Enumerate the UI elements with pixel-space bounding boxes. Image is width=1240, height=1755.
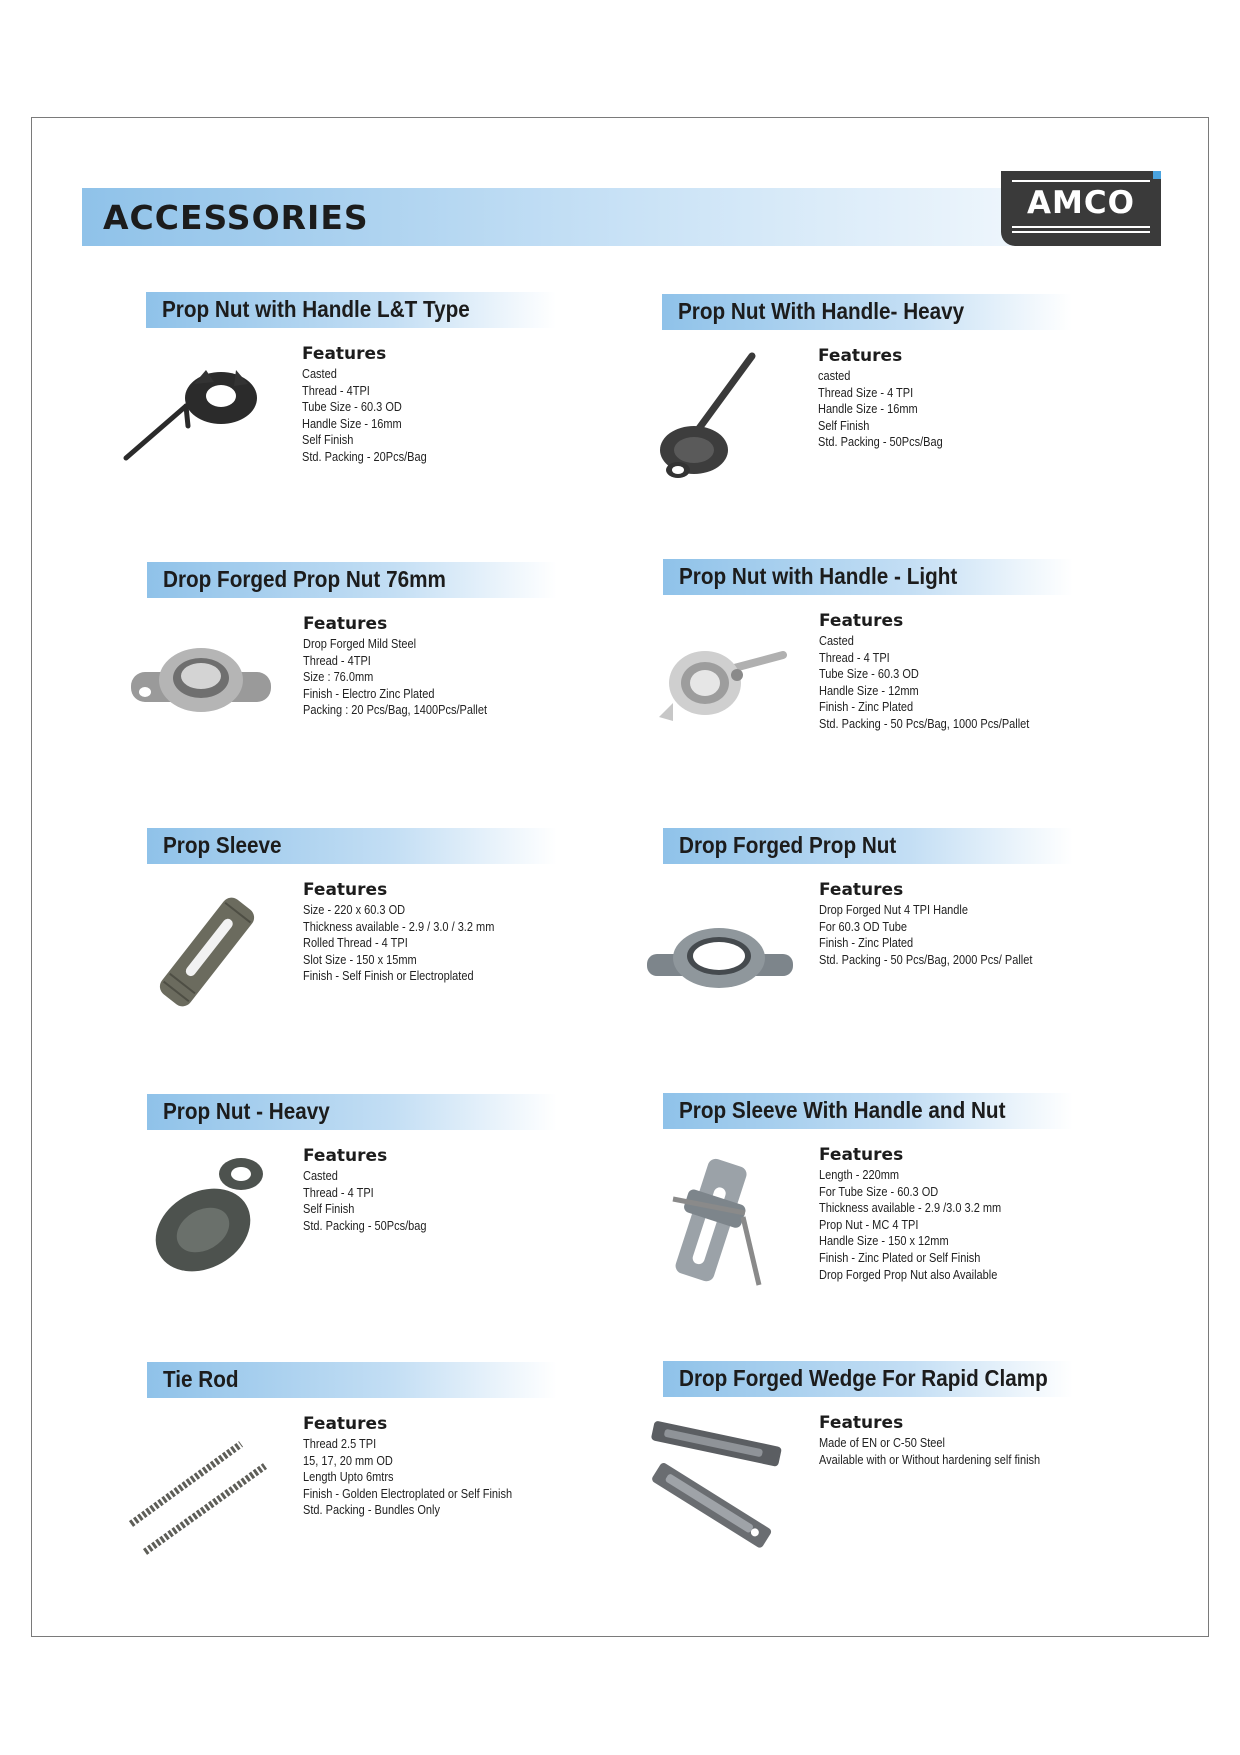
feature-item: Casted — [303, 1169, 338, 1183]
feature-item: Casted — [819, 634, 854, 648]
feature-item: Thread - 4 TPI — [303, 1185, 374, 1200]
features-list — [303, 1436, 541, 1519]
feature-item: Tube Size - 60.3 OD — [819, 667, 919, 682]
feature-item: Finish - Zinc Plated or Self Finish — [819, 1250, 981, 1265]
prop-sleeve-handle-nut-image — [633, 1137, 803, 1287]
feature-item: Finish - Self Finish or Electroplated — [303, 969, 474, 984]
features-heading: Features — [819, 1145, 904, 1165]
feature-item: For Tube Size - 60.3 OD — [819, 1184, 939, 1199]
feature-item: Self Finish — [302, 433, 354, 448]
feature-item: Thread 2.5 TPI — [303, 1437, 377, 1451]
prop-nut-heavy-handle-image — [632, 338, 802, 488]
logo-text: AMCO — [1027, 185, 1135, 221]
product-prop-sleeve-handle-nut — [663, 1093, 1123, 1323]
features-heading: Features — [819, 611, 904, 631]
product-prop-nut-light — [663, 559, 1123, 789]
feature-item: Std. Packing - 50Pcs/Bag — [818, 435, 943, 450]
product-prop-nut-lt — [146, 292, 606, 522]
feature-item: Length - 220mm — [819, 1168, 900, 1182]
product-title: Drop Forged Prop Nut — [679, 832, 897, 858]
product-prop-nut-heavy-handle — [662, 294, 1122, 524]
features-heading: Features — [302, 344, 387, 364]
product-prop-sleeve — [147, 828, 607, 1058]
feature-item: Std. Packing - 20Pcs/Bag — [302, 449, 427, 464]
feature-item: Length Upto 6mtrs — [303, 1470, 394, 1485]
product-title: Tie Rod — [163, 1366, 239, 1392]
features-heading: Features — [818, 346, 903, 366]
product-title: Drop Forged Wedge For Rapid Clamp — [679, 1365, 1048, 1391]
prop-sleeve-image — [117, 872, 287, 1022]
features-list — [303, 902, 520, 985]
feature-item: Std. Packing - 50 Pcs/Bag, 2000 Pcs/ Pallet — [819, 952, 1033, 967]
feature-item: Std. Packing - 50Pcs/bag — [303, 1218, 427, 1233]
feature-item: Self Finish — [818, 418, 870, 433]
drop-forged-wedge-image — [633, 1405, 803, 1555]
product-prop-nut-heavy — [147, 1094, 607, 1324]
product-drop-forged-wedge — [663, 1361, 1123, 1591]
feature-item: Thickness available - 2.9 /3.0 3.2 mm — [819, 1201, 1002, 1216]
feature-item: Handle Size - 150 x 12mm — [819, 1234, 949, 1249]
drop-forged-prop-nut-image — [633, 872, 803, 1022]
feature-item: Slot Size - 150 x 15mm — [303, 952, 417, 967]
logo-line — [1012, 226, 1150, 228]
product-drop-forged-prop-nut-76 — [147, 562, 607, 792]
product-title: Drop Forged Prop Nut 76mm — [163, 566, 446, 592]
features-heading: Features — [303, 614, 388, 634]
tie-rod-image — [117, 1406, 287, 1556]
prop-nut-heavy-image — [117, 1138, 287, 1288]
product-title: Prop Sleeve With Handle and Nut — [679, 1097, 1006, 1123]
feature-item: Self Finish — [303, 1202, 355, 1217]
feature-item: Thread Size - 4 TPI — [818, 385, 914, 400]
features-heading: Features — [303, 1414, 388, 1434]
product-drop-forged-prop-nut — [663, 828, 1123, 1058]
feature-item: For 60.3 OD Tube — [819, 919, 908, 934]
feature-item: Available with or Without hardening self finish — [819, 1452, 1041, 1467]
feature-item: Size : 76.0mm — [303, 670, 374, 685]
feature-item: Rolled Thread - 4 TPI — [303, 936, 408, 951]
feature-item: Thread - 4TPI — [303, 653, 371, 668]
prop-nut-light-image — [633, 603, 803, 753]
product-title: Prop Nut with Handle L&T Type — [162, 296, 470, 322]
feature-item: casted — [818, 369, 851, 383]
feature-item: Finish - Zinc Plated — [819, 936, 914, 951]
features-list — [819, 1167, 1026, 1283]
features-list — [818, 368, 960, 451]
feature-item: Finish - Golden Electroplated or Self Finish — [303, 1486, 513, 1501]
product-title: Prop Nut - Heavy — [163, 1098, 330, 1124]
product-title: Prop Nut with Handle - Light — [679, 563, 958, 589]
feature-item: Std. Packing - Bundles Only — [303, 1503, 440, 1518]
feature-item: Drop Forged Prop Nut also Available — [819, 1267, 998, 1282]
feature-item: Finish - Zinc Plated — [819, 700, 914, 715]
feature-item: Thread - 4TPI — [302, 383, 370, 398]
feature-item: Tube Size - 60.3 OD — [302, 400, 402, 415]
features-list — [819, 633, 1058, 733]
feature-item: Handle Size - 12mm — [819, 683, 919, 698]
product-title: Prop Nut With Handle- Heavy — [678, 298, 965, 324]
logo-line — [1012, 231, 1150, 233]
features-list — [303, 636, 512, 719]
feature-item: Drop Forged Mild Steel — [303, 637, 417, 651]
feature-item: Size - 220 x 60.3 OD — [303, 903, 406, 917]
logo-accent — [1153, 171, 1161, 179]
feature-item: Casted — [302, 367, 337, 381]
feature-item: Drop Forged Nut 4 TPI Handle — [819, 903, 968, 917]
features-list — [819, 902, 1062, 968]
product-title: Prop Sleeve — [163, 832, 282, 858]
features-heading: Features — [303, 880, 388, 900]
features-list — [303, 1168, 443, 1234]
feature-item: Thread - 4 TPI — [819, 650, 890, 665]
amco-logo — [1001, 171, 1161, 246]
features-heading: Features — [819, 1413, 904, 1433]
feature-item: Made of EN or C-50 Steel — [819, 1436, 945, 1450]
features-heading: Features — [303, 1146, 388, 1166]
feature-item: Handle Size - 16mm — [818, 402, 918, 417]
logo-line — [1012, 180, 1150, 182]
feature-item: Prop Nut - MC 4 TPI — [819, 1217, 919, 1232]
feature-item: Std. Packing - 50 Pcs/Bag, 1000 Pcs/Pallet — [819, 716, 1030, 731]
page-title: ACCESSORIES — [103, 198, 369, 237]
prop-nut-lt-image — [116, 336, 286, 486]
feature-item: Finish - Electro Zinc Plated — [303, 686, 435, 701]
features-list — [302, 366, 444, 466]
feature-item: Packing : 20 Pcs/Bag, 1400Pcs/Pallet — [303, 703, 488, 718]
product-tie-rod — [147, 1362, 607, 1592]
features-list — [819, 1435, 1070, 1468]
features-heading: Features — [819, 880, 904, 900]
feature-item: 15, 17, 20 mm OD — [303, 1453, 393, 1468]
drop-forged-prop-nut-76-image — [117, 606, 287, 756]
feature-item: Handle Size - 16mm — [302, 416, 402, 431]
feature-item: Thickness available - 2.9 / 3.0 / 3.2 mm — [303, 919, 495, 934]
